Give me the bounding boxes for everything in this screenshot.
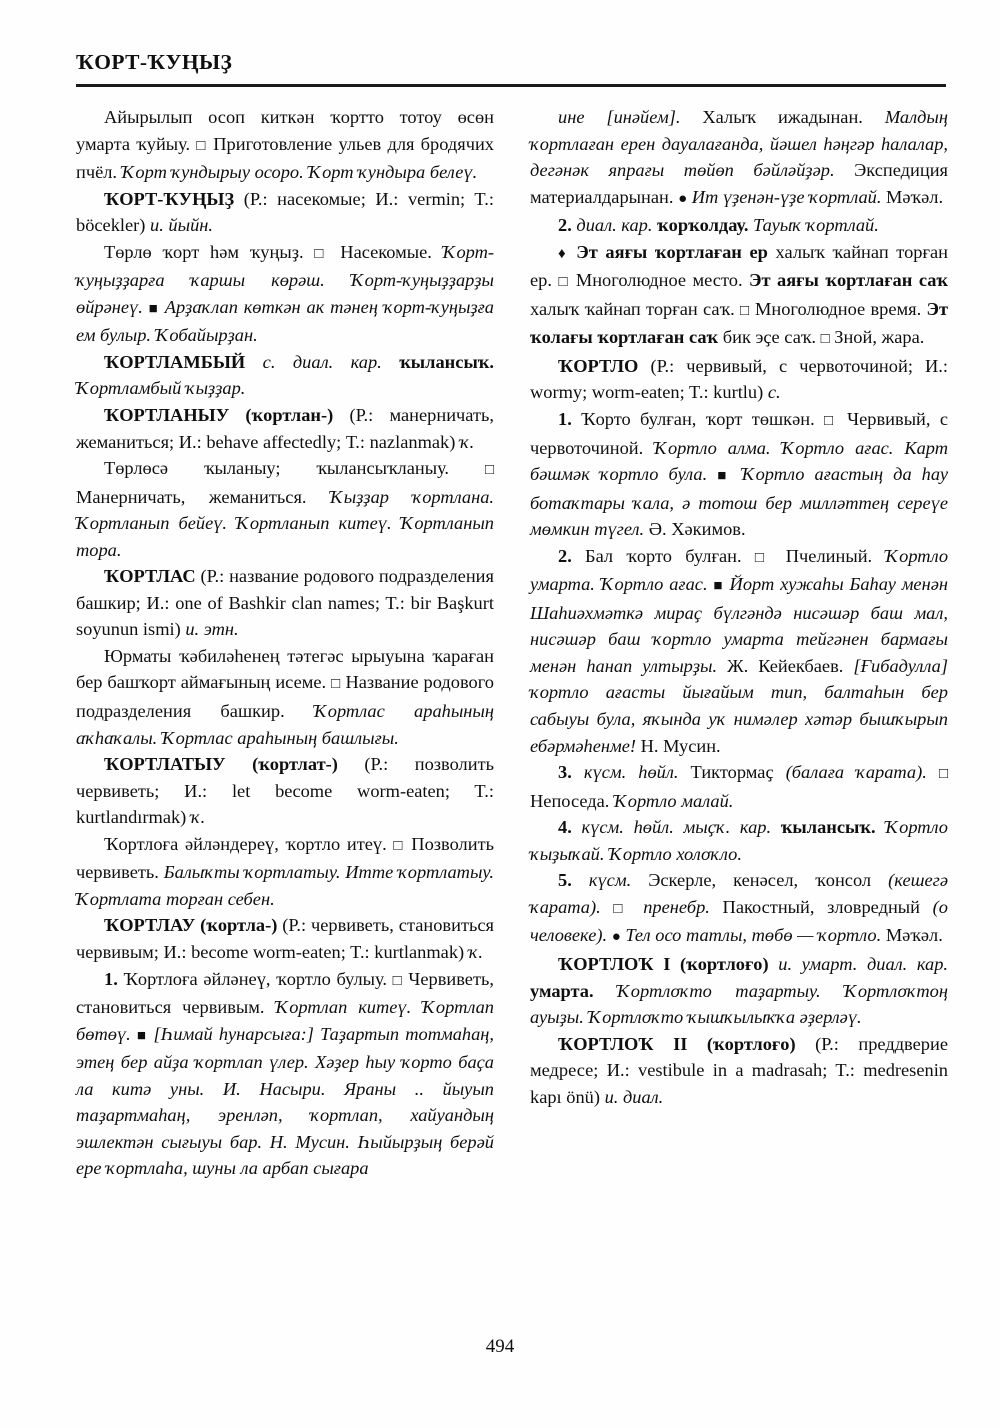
dictionary-entry xyxy=(76,186,494,239)
open-square-marker-icon: □ xyxy=(820,331,830,348)
dictionary-entry xyxy=(76,912,494,965)
entry-continuation xyxy=(530,104,948,212)
entry-sense xyxy=(530,759,948,814)
diamond-marker-icon: ♦ xyxy=(558,245,569,262)
italic-run: и. этн. xyxy=(185,619,239,640)
italic-run: и. диал. xyxy=(604,1086,664,1107)
header-divider-rule xyxy=(76,84,946,87)
text-run: Ж. Кейекбаев. xyxy=(727,655,854,676)
entry-sense xyxy=(530,406,948,543)
text-run: Халыҡ ижадынан. xyxy=(702,107,885,127)
italic-run: Малдың ҡортлаған ерен дауалағанда, йәшел һәңгәр һалалар, дегәнәк япрағы төйөп бәйләйҙәр. xyxy=(530,107,948,181)
dictionary-entry xyxy=(76,751,494,831)
text-run: Червивый, с червоточиной. xyxy=(530,409,948,458)
filled-square-marker-icon: ■ xyxy=(717,468,732,485)
italic-run: с. диал. кар. xyxy=(245,351,400,372)
italic-run: с. xyxy=(767,382,781,403)
text-run: Непоседа. xyxy=(530,790,614,811)
entry-headword: ҠОРТЛОҠ I (ҡортлоғо) xyxy=(558,953,769,974)
running-head: ҠОРТ-ҠУҢЫҘ xyxy=(76,50,233,74)
italic-run: Ҡортлап китеү. Ҡортлап бөтөү. xyxy=(76,997,494,1044)
italic-run: Ҡыҙҙар ҡортлана. Ҡортланып бейеү. Ҡортланып китеү. Ҡортланып тора. xyxy=(76,486,494,560)
filled-circle-marker-icon: ● xyxy=(678,190,688,207)
sense-number: 3. xyxy=(558,762,572,783)
text-run: Ә. Хәкимов. xyxy=(648,519,746,540)
italic-run: Йорт хужаһы Баһау менән Шаһиәхмәткә мираҫ бүлгәндә нисәшәр баш мал, нисәшәр баш ҡортло умарта тейгәнен бармағы менән һанап ултырҙы. xyxy=(530,574,949,676)
italic-run: күсм. һөйл. мыҫҡ. кар. xyxy=(571,817,781,838)
entry-sense xyxy=(530,814,948,867)
dictionary-entry xyxy=(530,1031,948,1111)
entry-body xyxy=(76,643,494,751)
entry-body xyxy=(76,239,494,349)
italic-run: Ҡортло алма. Ҡортло ағас. Карт бәшмәк ҡортло була. xyxy=(530,437,948,485)
entry-headword: ҠОРТЛОҠ II (ҡортлоғо) xyxy=(558,1033,796,1054)
text-run: (Р.: название родового подразделения башкир; И.: one of Bashkir clan names; T.: bir Başkurt soyunun ismi) xyxy=(76,566,494,640)
entry-headword: ҠОРТЛАТЫУ (ҡортлат-) xyxy=(104,754,338,775)
text-run: Манерничать, жеманиться. xyxy=(76,486,331,507)
entry-sense xyxy=(530,867,948,951)
text-run: Төрлөсә ҡыланыу; ҡылансыҡланыу. xyxy=(104,458,485,479)
text-run: Айырылып осоп киткән ҡортто тотоу өсөн умарта ҡуйыу. xyxy=(76,107,494,154)
text-run: (Р.: позволить червиветь; И.: let become worm-eaten; T.: kurtlandırmak) xyxy=(76,754,494,828)
text-run: Бал ҡорто булған. xyxy=(571,545,755,566)
text-run: Тиктормаҫ xyxy=(690,762,786,783)
text-run: (Р.: червиветь, становиться червивым; И.: become worm-eaten; T.: kurtlanmak) xyxy=(76,915,494,962)
italic-run: Ит үҙенән-үҙе ҡортлай. xyxy=(687,186,887,207)
text-run: (Р.: насекомые; И.: vermin; T.: böcekler) xyxy=(76,188,494,236)
text-run: Многолюдное место. xyxy=(569,270,750,291)
entry-body xyxy=(76,455,494,563)
bold-run: ҡорҡолдау. xyxy=(657,215,749,236)
dictionary-entry xyxy=(76,349,494,402)
italic-run: (о человеке). xyxy=(530,896,948,946)
text-run: Мәҡәл. xyxy=(886,186,944,207)
filled-square-marker-icon: ■ xyxy=(136,1027,148,1044)
text-run: Эскерле, кенәсел, ҡонсол xyxy=(648,870,889,891)
dictionary-entry xyxy=(530,951,948,1031)
text-run: Ҡортлоға әйләндереү, ҡортло итеү. xyxy=(104,833,394,854)
italic-run: Ҡортламбый ҡыҙҙар. xyxy=(76,378,246,399)
text-run: Төрлө ҡорт һәм ҡуңыҙ. xyxy=(104,241,315,262)
sense-number: 4. xyxy=(558,817,572,838)
text-run: Зной, жара. xyxy=(829,327,925,348)
right-column xyxy=(530,104,948,1182)
text-run: (Р.: червивый, с червоточиной; И.: wormy; worm-eaten; T.: kurtlu) xyxy=(530,355,948,403)
sense-number: 1. xyxy=(558,409,572,430)
text-run: Ҡортлоға әйләнеү, ҡортло булыу. xyxy=(117,968,393,989)
italic-run: и. йыйн. xyxy=(150,215,213,236)
filled-circle-marker-icon: ● xyxy=(611,929,621,946)
bold-run: ҡылансыҡ. xyxy=(399,351,494,372)
text-run: Ҡорто булған, ҡорт төшкән. xyxy=(571,409,825,430)
open-square-marker-icon: □ xyxy=(613,900,631,917)
two-column-body xyxy=(76,104,948,1182)
text-run: Червиветь, становиться червивым. xyxy=(76,968,494,1018)
sense-number: 2. xyxy=(558,545,572,566)
bold-run: ҡылансыҡ. xyxy=(780,817,876,838)
bold-run: Эт ҡолағы ҡортлаған саҡ xyxy=(530,298,948,348)
italic-run: күсм. xyxy=(571,870,649,891)
italic-run: Ҡорт ҡундырыу осоро. Ҡорт ҡундыра белеү. xyxy=(121,162,478,183)
text-run: халыҡ ҡайнап торған ер. xyxy=(530,241,949,291)
italic-run: ҡ. xyxy=(459,431,475,452)
italic-run: Ҡортлоҡто таҙартыу. Ҡортлоҡтоң ауыҙы. Ҡортлоҡто ҡышҡылыҡҡа әҙерләү. xyxy=(530,980,948,1028)
bold-run: умарта. xyxy=(530,980,594,1001)
italic-run: Ҡортло ҡыҙыҡай. Ҡортло холоҡло. xyxy=(530,817,948,864)
italic-run: Арҙаҡлап көткән ак тәнең ҡорт-ҡуңыҙға ем булыр. Ҡобайырҙан. xyxy=(76,296,494,346)
open-square-marker-icon: □ xyxy=(314,245,330,262)
entry-sense xyxy=(530,212,948,239)
filled-square-marker-icon: ■ xyxy=(713,578,724,595)
entry-continuation xyxy=(76,104,494,186)
italic-run: (балаға ҡарата). xyxy=(785,762,939,783)
italic-run: Ҡортло умарта. Ҡортло ағас. xyxy=(530,545,949,595)
italic-run: и. умарт. диал. кар. xyxy=(768,953,949,974)
left-column xyxy=(76,104,494,1182)
text-run: Многолюдное время. xyxy=(749,298,927,319)
page-number: 494 xyxy=(485,1336,515,1357)
italic-run: [Ғибадулла] ҡортло ағасты йығайым тип, балтаһын бер сабыуы була, яҡында уҡ нимәлер хәтәр бышҡырып ебәрмәһенме! xyxy=(530,655,948,756)
open-square-marker-icon: □ xyxy=(196,137,208,154)
italic-run: Балыҡты ҡортлатыу. Итте ҡортлатыу. Ҡортлата торған себен. xyxy=(76,862,494,909)
open-square-marker-icon: □ xyxy=(392,972,403,989)
text-run: халыҡ ҡайнап торған саҡ. xyxy=(530,298,740,319)
sense-number: 5. xyxy=(558,870,572,891)
italic-run: ине [инәйем]. xyxy=(558,107,703,127)
italic-run: [Һимай һунарсыға:] Таҙартып тотмаһаң, этең бер айҙа ҡортлап үлер. Хәҙер һыу ҡорто баҫа ла китә уны. И. Насыри. Яраны .. йыуып таҙартмаһаң, эренләп, ҡортлап, хайуандың эшлектән сығыуы бар. Н. Мусин. Һыйырҙың берәй ере ҡортлаһа, шуны ла арбап сығара xyxy=(76,1023,495,1179)
entry-sense xyxy=(76,966,494,1182)
italic-run: (кешегә ҡарата). xyxy=(530,870,948,917)
entry-headword: ҠОРТЛАМБЫЙ xyxy=(104,351,246,372)
open-square-marker-icon: □ xyxy=(754,549,773,566)
italic-run: Ҡортлас араһының аҡһаҡалы. Ҡортлас араһының башлығы. xyxy=(76,701,494,748)
entry-headword: ҠОРТЛАУ (ҡортла-) xyxy=(104,915,278,936)
open-square-marker-icon: □ xyxy=(824,413,838,430)
entry-headword: ҠОРТ-ҠУҢЫҘ xyxy=(104,188,235,209)
entry-idiom xyxy=(530,239,948,353)
open-square-marker-icon: □ xyxy=(484,462,494,479)
open-square-marker-icon: □ xyxy=(331,676,341,693)
text-run: Экспедиция материалдарынан. xyxy=(530,160,948,207)
italic-run: пренебр. xyxy=(630,896,723,917)
open-square-marker-icon: □ xyxy=(558,274,570,291)
bold-run: Эт аяғы ҡортлаған саҡ xyxy=(749,270,949,291)
italic-run: Тел осо татлы, төбө — ҡортло. xyxy=(620,925,886,946)
sense-number: 2. xyxy=(558,215,572,236)
italic-run: Ҡорт-ҡуңыҙҙарға ҡаршы көрәш. Ҡорт-ҡуңыҙҙарҙы өйрәнеү. xyxy=(76,241,495,317)
text-run: Мәҡәл. xyxy=(885,925,943,946)
italic-run: күсм. һөйл. xyxy=(571,762,691,783)
italic-run: Ҡортло ағастың да һау ботаҡтары ҡала, ә тотош бер милләттең сереүе мөмкин түгел. xyxy=(530,464,948,540)
bold-run: Эт аяғы ҡортлаған ер xyxy=(568,241,768,262)
dictionary-entry xyxy=(76,563,494,643)
italic-run: Ҡортло малай. xyxy=(613,790,734,811)
open-square-marker-icon: □ xyxy=(393,837,405,854)
entry-headword: ҠОРТЛО xyxy=(558,355,639,376)
entry-headword: ҠОРТЛАНЫУ (ҡортлан-) xyxy=(104,405,334,426)
text-run: Название родового подразделения башкир. xyxy=(76,672,494,722)
text-run: (Р.: манерничать, жеманиться; И.: behave affectedly; Т.: nazlanmak) xyxy=(76,405,494,452)
text-run: (Р.: преддверие медресе; И.: vestibule in a madrasah; T.: medresenin kapı önü) xyxy=(530,1033,948,1107)
text-run: Юрматы ҡәбиләһенең тәтегәс ырыуына ҡараған бер башҡорт аймағының исеме. xyxy=(76,645,494,693)
text-run: Н. Мусин. xyxy=(640,735,721,756)
entry-headword: ҠОРТЛАС xyxy=(104,566,196,587)
text-run: Позволить червиветь. xyxy=(76,833,494,883)
dictionary-entry xyxy=(530,353,948,406)
text-run: Пакостный, зловредный xyxy=(722,896,933,917)
sense-number: 1. xyxy=(104,968,118,989)
italic-run: диал. кар. xyxy=(571,215,658,236)
dictionary-entry xyxy=(76,402,494,455)
text-run: Пчелиный. xyxy=(772,545,886,566)
open-square-marker-icon: □ xyxy=(740,302,750,319)
entry-body xyxy=(76,831,494,913)
filled-square-marker-icon: ■ xyxy=(148,300,159,317)
italic-run: Тауыҡ ҡортлай. xyxy=(748,215,879,236)
text-run: Насекомые. xyxy=(329,241,443,262)
text-run: Приготовление ульев для бродячих пчёл. xyxy=(76,133,494,183)
text-run: бик эҫе саҡ. xyxy=(718,327,821,348)
italic-run: ҡ. xyxy=(468,941,484,962)
italic-run: ҡ. xyxy=(190,807,206,828)
entry-sense xyxy=(530,543,948,759)
open-square-marker-icon: □ xyxy=(938,766,948,783)
